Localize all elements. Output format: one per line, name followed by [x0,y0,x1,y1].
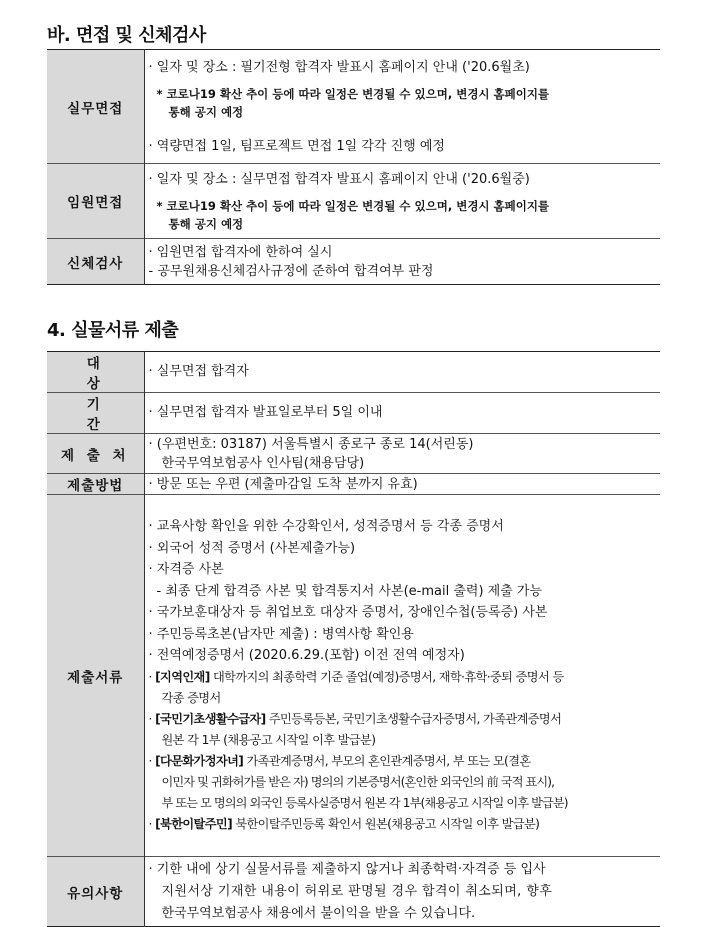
practical-interview-notice [149,85,657,121]
executive-interview-content [144,164,660,239]
table-row [47,474,660,495]
physical-exam-content [144,239,660,285]
item-text: 주민등록등본, 국민기초생활수급자증명서, 가족관계증명서 [265,711,562,726]
list-item-multicultural: · [다문화가정자녀] 가족관계증명서, 부모의 혼인관계증명서, 부 또는 모(결혼 이민자 및 귀화허가를 받은 자) 명의의 기본증명서(혼인한 외국인의 前 국적 표시), 부 또는 모 명의의 외국인 등록사실증명서 원본 각 1부(채용공고 시작일 이후 발급분) [149,751,657,814]
list-item-basic-livelihood: · [국민기초생활수급자] 주민등록등본, 국민기초생활수급자증명서, 가족관계증명서 원본 각 1부 (채용공고 시작일 이후 발급분) [149,709,657,751]
practical-interview-schedule: · 일자 및 장소 : 필기전형 합격자 발표시 홈페이지 안내 ('20.6월초) [148,59,530,75]
category-tag: [국민기초생활수급자] [155,711,266,726]
table-row [47,393,660,434]
row-label-practical-interview: 실무면접 [47,50,144,164]
section-heading-documents: 4. 실물서류 제출 [47,320,179,341]
caution-content [144,857,660,927]
caution-line: 지원서상 기재한 내용이 허위로 판명될 경우 합격이 취소되며, 향후 [161,883,553,899]
submit-place-content [144,434,660,474]
row-label-submit-method: 제출방법 [47,474,144,495]
row-label-caution: 유의사항 [47,857,144,927]
table-row [47,857,660,927]
table-row [47,352,660,393]
documents-table [47,351,660,927]
item-text: 부 또는 모 명의의 외국인 등록사실증명서 원본 각 1부(채용공고 시작일 이후 발급분) [161,795,568,810]
executive-interview-notice [149,197,657,233]
row-label-executive-interview: 임원면접 [47,164,144,239]
table-row [47,495,660,857]
interview-table [47,49,660,285]
row-label-period: 기 간 [47,393,144,434]
documents-content [144,495,660,857]
physical-exam-line: · 임원면접 합격자에 한하여 실시 [148,244,333,260]
category-tag: [다문화가정자녀] [155,753,244,768]
notice-line: * 코로나19 확산 추이 등에 따라 일정은 변경될 수 있으며, 변경시 홈페이지를 [156,198,550,213]
list-item: · 주민등록초본(남자만 제출) : 병역사항 확인용 [148,626,414,642]
list-item: - 최종 단계 합격증 사본 및 합격통지서 사본(e-mail 출력) 제출 가능 [156,583,543,599]
table-row [47,164,660,239]
address-line: 한국무역보험공사 인사팀(채용담당) [161,455,365,471]
table-row [47,434,660,474]
row-label-physical-exam: 신체검사 [47,239,144,285]
list-item: · 외국어 성적 증명서 (사본제출가능) [148,540,356,556]
caution-line: · 기한 내에 상기 실물서류를 제출하지 않거나 최종학력·자격증 등 입사 [148,861,546,877]
practical-interview-content [144,50,660,164]
row-label-submit-place: 제 출 처 [47,434,144,474]
item-text: 각종 증명서 [161,690,221,705]
category-tag: [지역인재] [155,669,210,684]
practical-interview-format: · 역량면접 1일, 팀프로젝트 면접 1일 각각 진행 예정 [148,138,445,154]
table-row [47,239,660,285]
table-row [47,50,660,164]
list-item-defector: · [북한이탈주민] 북한이탈주민등록 확인서 원본(채용공고 시작일 이후 발급분) [148,816,540,831]
notice-line: * 코로나19 확산 추이 등에 따라 일정은 변경될 수 있으며, 변경시 홈페이지를 [156,86,550,101]
row-label-target: 대 상 [47,352,144,393]
row-label-documents: 제출서류 [47,495,144,857]
item-text: 북한이탈주민등록 확인서 원본(채용공고 시작일 이후 발급분) [232,816,540,831]
notice-line: 통해 공지 예정 [168,104,244,119]
item-text: 원본 각 1부 (채용공고 시작일 이후 발급분) [161,732,376,747]
category-tag: [북한이탈주민] [155,816,233,831]
item-text: 이민자 및 귀화허가를 받은 자) 명의의 기본증명서(혼인한 외국인의 前 국적 표시), [161,774,555,789]
physical-exam-line: - 공무원채용신체검사규정에 준하여 합격여부 판정 [148,263,434,279]
item-text: 가족관계증명서, 부모의 혼인관계증명서, 부 또는 모(결혼 [243,753,531,768]
list-item-regional-talent: · [지역인재] 대학까지의 최종학력 기준 졸업(예정)증명서, 재학·휴학·중퇴 증명서 등 각종 증명서 [149,667,657,709]
section-heading-interview: 바. 면접 및 신체검사 [47,25,206,46]
address-line: · (우편번호: 03187) 서울특별시 종로구 종로 14(서린동) [148,436,474,452]
list-item: · 전역예정증명서 (2020.6.29.(포함) 이전 전역 예정자) [148,648,465,664]
list-item: · 교육사항 확인을 위한 수강확인서, 성적증명서 등 각종 증명서 [148,519,504,535]
target-content: · 실무면접 합격자 [148,364,249,379]
period-content: · 실무면접 합격자 발표일로부터 5일 이내 [148,405,383,420]
notice-line: 통해 공지 예정 [168,216,244,231]
executive-interview-schedule: · 일자 및 장소 : 실무면접 합격자 발표시 홈페이지 안내 ('20.6월중) [148,171,530,187]
submit-method-content: · 방문 또는 우편 (제출마감일 도착 분까지 유효) [148,476,418,492]
list-item: · 자격증 사본 [148,562,224,578]
item-text: 대학까지의 최종학력 기준 졸업(예정)증명서, 재학·휴학·중퇴 증명서 등 [209,669,564,684]
list-item: · 국가보훈대상자 등 취업보호 대상자 증명서, 장애인수첩(등록증) 사본 [148,605,548,621]
caution-line: 한국무역보험공사 채용에서 불이익을 받을 수 있습니다. [161,905,476,921]
